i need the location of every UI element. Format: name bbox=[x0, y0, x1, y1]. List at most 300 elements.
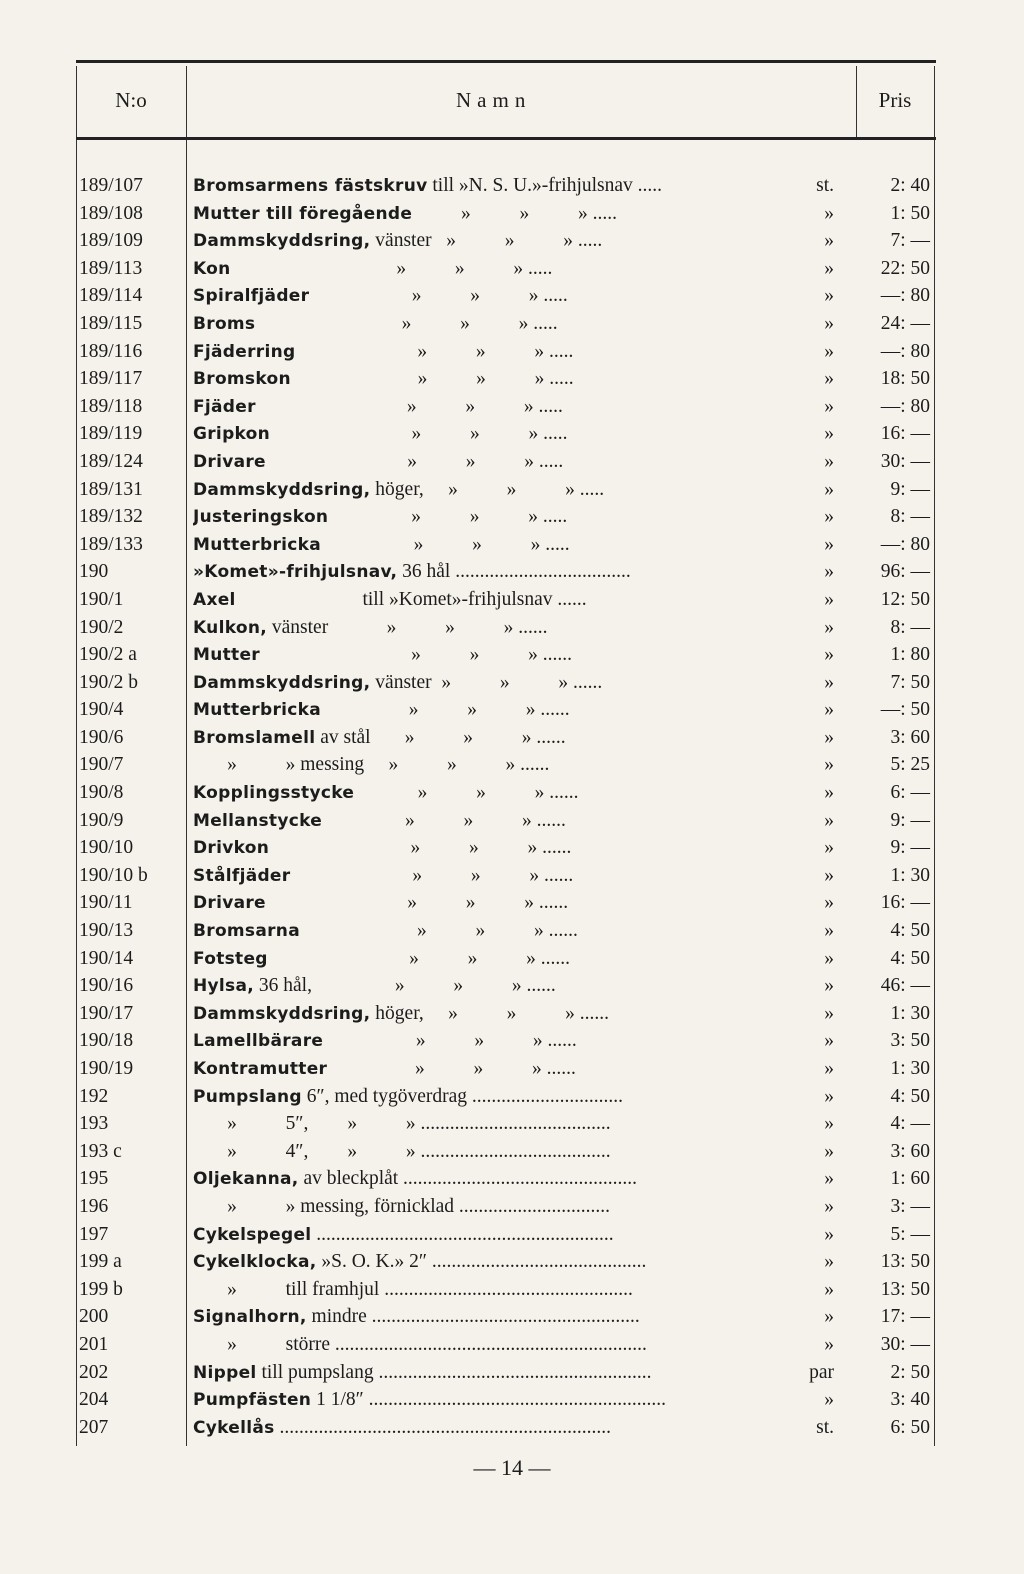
item-number: 190/4 bbox=[79, 699, 124, 721]
item-price: —: 50 bbox=[880, 699, 930, 721]
table-row bbox=[76, 282, 936, 310]
item-name bbox=[193, 1221, 833, 1250]
item-number: 201 bbox=[79, 1333, 109, 1355]
item-name-main: Justeringskon bbox=[193, 507, 329, 528]
item-number: 189/107 bbox=[79, 175, 143, 196]
item-number: 190/13 bbox=[79, 920, 134, 942]
item-number: 190/17 bbox=[79, 1002, 134, 1024]
item-name-main: Kulkon, bbox=[193, 617, 267, 638]
item-number: 190/16 bbox=[79, 975, 134, 997]
item-unit: » bbox=[824, 1140, 834, 1162]
item-name-detail: 1 1/8″ ............................................................. bbox=[311, 1389, 666, 1411]
table-row bbox=[76, 476, 936, 504]
item-unit: » bbox=[824, 478, 834, 500]
header-price: Pris bbox=[878, 88, 912, 112]
item-price: 7: 50 bbox=[890, 671, 930, 693]
item-unit: » bbox=[824, 230, 834, 252]
item-number: 190/6 bbox=[79, 726, 124, 748]
item-unit: » bbox=[824, 312, 834, 334]
item-price: 3: 50 bbox=[890, 1030, 930, 1052]
item-name bbox=[193, 751, 833, 780]
item-number: 197 bbox=[79, 1223, 109, 1245]
item-name bbox=[193, 1276, 833, 1305]
item-name-detail: till »Komet»-frihjulsnav ...... bbox=[235, 588, 587, 610]
item-number: 204 bbox=[79, 1389, 109, 1411]
table-row bbox=[76, 724, 936, 752]
item-name-detail: » större ................................................................ bbox=[193, 1333, 647, 1355]
item-name bbox=[193, 586, 833, 615]
item-unit: » bbox=[824, 671, 834, 693]
item-name-main: Lamellbärare bbox=[193, 1031, 324, 1052]
table-body bbox=[76, 172, 936, 1441]
item-name-main: Mutterbricka bbox=[193, 534, 322, 555]
item-unit: » bbox=[824, 1223, 834, 1245]
item-number: 190/14 bbox=[79, 947, 134, 969]
item-price: 18: 50 bbox=[880, 368, 930, 390]
item-name-main: Mutter bbox=[193, 645, 260, 666]
item-price: 5: — bbox=[890, 1223, 930, 1245]
item-unit: st. bbox=[816, 1416, 834, 1438]
item-number: 199 a bbox=[79, 1251, 122, 1273]
item-name bbox=[193, 1165, 833, 1194]
item-price: 30: — bbox=[880, 1333, 930, 1355]
table-row bbox=[76, 393, 936, 421]
item-name-main: Fjäder bbox=[193, 396, 256, 417]
item-number: 190/2 a bbox=[79, 644, 137, 666]
item-number: 192 bbox=[79, 1085, 109, 1107]
item-name-detail: »S. O. K.» 2″ ............................................ bbox=[316, 1251, 647, 1273]
item-name-detail: höger, » » » ...... bbox=[370, 1002, 610, 1024]
item-number: 196 bbox=[79, 1195, 109, 1217]
item-name-detail: » » » ...... bbox=[322, 809, 566, 831]
item-name-detail: mindre ....................................................... bbox=[306, 1306, 640, 1328]
table-row bbox=[76, 172, 936, 200]
item-name-detail: » » » ..... bbox=[265, 450, 564, 472]
item-name-detail: höger, » » » ..... bbox=[370, 478, 605, 500]
item-unit: » bbox=[824, 202, 834, 224]
item-name-detail: » » » ...... bbox=[321, 699, 570, 721]
item-name-detail: » » » ...... bbox=[327, 1058, 576, 1079]
item-name-detail: .................................................................... bbox=[274, 1416, 611, 1438]
item-name bbox=[193, 889, 833, 918]
item-price: 4: 50 bbox=[890, 947, 930, 969]
item-name bbox=[193, 1055, 833, 1084]
item-unit: » bbox=[824, 1058, 834, 1079]
item-price: 16: — bbox=[880, 892, 930, 914]
table-row bbox=[76, 1138, 936, 1166]
header-number: N:o bbox=[115, 88, 147, 112]
item-name bbox=[193, 862, 833, 891]
item-name-detail: » » » ...... bbox=[299, 920, 578, 942]
item-unit: » bbox=[824, 754, 834, 776]
table-row bbox=[76, 696, 936, 724]
table-row bbox=[76, 1386, 936, 1414]
item-price: 1: 30 bbox=[890, 1058, 930, 1079]
table-row bbox=[76, 1303, 936, 1331]
table-row bbox=[76, 420, 936, 448]
table-row bbox=[76, 448, 936, 476]
item-price: 16: — bbox=[880, 423, 930, 445]
item-name bbox=[193, 614, 833, 643]
item-name-main: Hylsa, bbox=[193, 976, 254, 997]
item-unit: » bbox=[824, 395, 834, 417]
item-unit: » bbox=[824, 809, 834, 831]
item-number: 189/109 bbox=[79, 230, 143, 252]
item-number: 193 c bbox=[79, 1140, 122, 1162]
item-number: 189/133 bbox=[79, 533, 143, 555]
item-name bbox=[193, 558, 833, 587]
table-row bbox=[76, 1359, 936, 1387]
item-unit: » bbox=[824, 368, 834, 390]
item-number: 189/108 bbox=[79, 202, 143, 224]
table-row bbox=[76, 1221, 936, 1249]
item-price: 1: 30 bbox=[890, 864, 930, 886]
item-name-main: Signalhorn, bbox=[193, 1307, 307, 1328]
item-unit: » bbox=[824, 533, 834, 555]
item-name-main: »Komet»-frihjulsnav, bbox=[193, 562, 398, 583]
item-name-detail: » » » ..... bbox=[412, 202, 617, 224]
item-name-main: Fjäderring bbox=[193, 341, 296, 362]
item-number: 190/19 bbox=[79, 1058, 134, 1079]
item-number: 195 bbox=[79, 1168, 109, 1190]
item-number: 190 bbox=[79, 561, 109, 583]
item-price: 46: — bbox=[880, 975, 930, 997]
item-name bbox=[193, 531, 833, 560]
table-row bbox=[76, 751, 936, 779]
item-name-detail: ............................................................. bbox=[311, 1223, 614, 1245]
item-name-detail: vänster » » » ...... bbox=[370, 671, 603, 693]
item-price: 9: — bbox=[890, 809, 930, 831]
item-price: 1: 80 bbox=[890, 644, 930, 666]
item-name bbox=[193, 1110, 833, 1139]
item-number: 189/116 bbox=[79, 340, 143, 362]
item-name-main: Drivare bbox=[193, 451, 266, 472]
item-price: 9: — bbox=[890, 837, 930, 859]
table-row bbox=[76, 614, 936, 642]
item-name bbox=[193, 669, 833, 698]
item-name-main: Pumpfästen bbox=[193, 1390, 312, 1411]
item-number: 189/118 bbox=[79, 395, 143, 417]
item-name-detail: vänster » » » ...... bbox=[267, 616, 548, 638]
item-name-main: Pumpslang bbox=[193, 1086, 302, 1107]
item-number: 190/7 bbox=[79, 754, 124, 776]
table-row bbox=[76, 338, 936, 366]
item-number: 189/113 bbox=[79, 257, 143, 279]
item-price: —: 80 bbox=[880, 285, 930, 307]
item-name bbox=[193, 172, 833, 201]
item-name bbox=[193, 338, 833, 367]
item-name bbox=[193, 393, 833, 422]
item-name bbox=[193, 476, 833, 505]
item-unit: » bbox=[824, 257, 834, 279]
item-number: 189/124 bbox=[79, 450, 143, 472]
item-name-main: Dammskyddsring, bbox=[193, 231, 371, 252]
item-name-detail: » » » ...... bbox=[290, 864, 574, 886]
item-name-main: Kontramutter bbox=[193, 1059, 328, 1079]
item-name bbox=[193, 1083, 833, 1112]
table-row bbox=[76, 641, 936, 669]
table-row bbox=[76, 586, 936, 614]
item-number: 190/8 bbox=[79, 782, 124, 804]
item-unit: » bbox=[824, 947, 834, 969]
item-number: 190/10 b bbox=[79, 864, 148, 886]
item-number: 202 bbox=[79, 1361, 109, 1383]
item-name bbox=[193, 1303, 833, 1332]
item-price: 13: 50 bbox=[880, 1251, 930, 1273]
item-name bbox=[193, 779, 833, 808]
item-name-detail: » » » ..... bbox=[270, 423, 568, 445]
item-name-detail: » » » ..... bbox=[255, 312, 558, 334]
item-name bbox=[193, 1138, 833, 1167]
item-name bbox=[193, 807, 833, 836]
item-name-detail: av stål » » » ...... bbox=[315, 726, 566, 748]
item-name-main: Dammskyddsring, bbox=[193, 1003, 371, 1024]
item-name-main: Cykelklocka, bbox=[193, 1252, 317, 1273]
item-unit: » bbox=[824, 975, 834, 997]
item-unit: » bbox=[824, 1389, 834, 1411]
table-row bbox=[76, 1165, 936, 1193]
item-price: 1: 60 bbox=[890, 1168, 930, 1190]
item-price: 96: — bbox=[880, 561, 930, 583]
item-name bbox=[193, 696, 833, 725]
item-name-main: Fotsteg bbox=[193, 948, 268, 969]
table-row bbox=[76, 862, 936, 890]
item-price: 6: 50 bbox=[890, 1416, 930, 1438]
item-number: 193 bbox=[79, 1113, 109, 1135]
item-unit: » bbox=[824, 699, 834, 721]
item-name bbox=[193, 917, 833, 946]
item-price: 4: 50 bbox=[890, 920, 930, 942]
item-number: 190/18 bbox=[79, 1030, 134, 1052]
table-row bbox=[76, 1276, 936, 1304]
item-number: 200 bbox=[79, 1306, 109, 1328]
table-row bbox=[76, 1000, 936, 1028]
item-name bbox=[193, 834, 833, 863]
item-name-main: Oljekanna, bbox=[193, 1169, 299, 1190]
item-name-main: Bromsarmens fästskruv bbox=[193, 176, 428, 196]
item-number: 190/10 bbox=[79, 837, 134, 859]
item-name-detail: » 5″, » » ....................................... bbox=[193, 1113, 611, 1135]
item-unit: » bbox=[824, 1030, 834, 1052]
item-name-main: Stålfjäder bbox=[193, 865, 291, 886]
table-row bbox=[76, 945, 936, 973]
item-unit: » bbox=[824, 285, 834, 307]
item-name-detail: till »N. S. U.»-frihjulsnav ..... bbox=[427, 175, 663, 196]
item-name bbox=[193, 448, 833, 477]
item-price: 24: — bbox=[880, 312, 930, 334]
item-name-main: Cykellås bbox=[193, 1417, 275, 1438]
item-name bbox=[193, 1331, 833, 1360]
item-number: 189/131 bbox=[79, 478, 143, 500]
item-unit: » bbox=[824, 1168, 834, 1190]
item-unit: » bbox=[824, 423, 834, 445]
item-name-main: Spiralfjäder bbox=[193, 286, 310, 307]
item-name-detail: » » » ..... bbox=[255, 395, 563, 417]
item-number: 189/132 bbox=[79, 506, 143, 528]
item-name-detail: » » » ..... bbox=[290, 368, 574, 390]
item-name-main: Cykelspegel bbox=[193, 1224, 312, 1245]
item-name-detail: 6″, med tygöverdrag ............................... bbox=[301, 1085, 624, 1107]
item-name-main: Kopplingsstycke bbox=[193, 783, 355, 804]
table-row bbox=[76, 227, 936, 255]
header-name: Namn bbox=[456, 88, 532, 112]
item-name-main: Dammskyddsring, bbox=[193, 479, 371, 500]
item-unit: » bbox=[824, 1333, 834, 1355]
item-name-main: Drivkon bbox=[193, 838, 270, 859]
item-name-main: Axel bbox=[193, 589, 236, 610]
table-row bbox=[76, 1414, 936, 1442]
item-name-detail: » » » ...... bbox=[260, 644, 572, 666]
item-unit: » bbox=[824, 726, 834, 748]
item-price: 9: — bbox=[890, 478, 930, 500]
item-name-main: Bromsarna bbox=[193, 921, 300, 942]
item-unit: » bbox=[824, 450, 834, 472]
item-unit: st. bbox=[816, 175, 834, 196]
item-unit: » bbox=[824, 616, 834, 638]
item-price: 7: — bbox=[890, 230, 930, 252]
item-price: 3: — bbox=[890, 1195, 930, 1217]
item-name-detail: » » » ..... bbox=[328, 506, 568, 528]
item-name-detail: » » messing, förnicklad ............................... bbox=[193, 1195, 611, 1217]
table-row bbox=[76, 200, 936, 228]
item-price: 30: — bbox=[880, 450, 930, 472]
item-unit: » bbox=[824, 1251, 834, 1273]
item-number: 207 bbox=[79, 1416, 109, 1438]
item-name-main: Drivare bbox=[193, 893, 266, 914]
item-name-detail: » till framhjul ................................................... bbox=[193, 1278, 633, 1300]
item-name-detail: av bleckplåt ................................................ bbox=[298, 1168, 638, 1190]
page-number: — 14 — bbox=[473, 1455, 551, 1480]
item-name-detail: » » » ...... bbox=[265, 892, 569, 914]
item-name-detail: till pumpslang ........................................................ bbox=[256, 1361, 652, 1383]
item-price: 8: — bbox=[890, 616, 930, 638]
item-name-main: Gripkon bbox=[193, 424, 271, 445]
item-number: 189/117 bbox=[79, 368, 143, 390]
table-row bbox=[76, 1083, 936, 1111]
item-number: 190/1 bbox=[79, 588, 124, 610]
item-name-detail: » 4″, » » ....................................... bbox=[193, 1140, 611, 1162]
item-unit: » bbox=[824, 644, 834, 666]
item-unit: » bbox=[824, 1002, 834, 1024]
item-name-detail: 36 hål, » » » ...... bbox=[254, 975, 556, 997]
item-number: 189/119 bbox=[79, 423, 143, 445]
table-top-rule bbox=[76, 60, 936, 63]
table-row bbox=[76, 807, 936, 835]
item-price: 1: 50 bbox=[890, 202, 930, 224]
item-name-detail: » » » ..... bbox=[230, 257, 553, 279]
item-name-detail: » » » ..... bbox=[321, 533, 570, 555]
item-unit: » bbox=[824, 837, 834, 859]
item-name bbox=[193, 945, 833, 974]
item-name-main: Broms bbox=[193, 313, 256, 334]
table-row bbox=[76, 1331, 936, 1359]
item-name bbox=[193, 227, 833, 256]
item-unit: » bbox=[824, 1278, 834, 1300]
item-price: 6: — bbox=[890, 782, 930, 804]
item-name bbox=[193, 1027, 833, 1056]
item-number: 189/115 bbox=[79, 312, 143, 334]
item-name-main: Dammskyddsring, bbox=[193, 672, 371, 693]
item-name-detail: » » » ...... bbox=[323, 1030, 577, 1052]
table-row bbox=[76, 365, 936, 393]
item-price: 17: — bbox=[880, 1306, 930, 1328]
item-name bbox=[193, 503, 833, 532]
item-name-detail: » » » ...... bbox=[269, 837, 572, 859]
item-price: 4: — bbox=[890, 1113, 930, 1135]
table-row bbox=[76, 917, 936, 945]
item-name-detail: » » » ..... bbox=[309, 285, 568, 307]
item-unit: » bbox=[824, 864, 834, 886]
item-name bbox=[193, 972, 833, 1001]
item-price: 3: 40 bbox=[890, 1389, 930, 1411]
item-price: 4: 50 bbox=[890, 1085, 930, 1107]
item-unit: » bbox=[824, 1113, 834, 1135]
item-name bbox=[193, 365, 833, 394]
item-price: —: 80 bbox=[880, 533, 930, 555]
header-bottom-rule bbox=[76, 137, 936, 140]
item-name-detail: » » messing » » » ...... bbox=[193, 754, 550, 776]
item-price: 12: 50 bbox=[880, 588, 930, 610]
item-name-main: Mutter till föregående bbox=[193, 203, 413, 224]
item-price: 8: — bbox=[890, 506, 930, 528]
item-name bbox=[193, 1359, 833, 1388]
item-unit: par bbox=[809, 1361, 834, 1383]
table-row bbox=[76, 310, 936, 338]
item-unit: » bbox=[824, 561, 834, 583]
item-name-detail: vänster » » » ..... bbox=[370, 230, 603, 252]
item-unit: » bbox=[824, 588, 834, 610]
item-unit: » bbox=[824, 892, 834, 914]
table-row bbox=[76, 531, 936, 559]
item-price: 2: 50 bbox=[890, 1361, 930, 1383]
table-row bbox=[76, 779, 936, 807]
item-price: 1: 30 bbox=[890, 1002, 930, 1024]
table-row bbox=[76, 255, 936, 283]
item-price: 2: 40 bbox=[890, 175, 930, 196]
item-name bbox=[193, 310, 833, 339]
item-name-main: Mutterbricka bbox=[193, 700, 322, 721]
table-row bbox=[76, 889, 936, 917]
item-unit: » bbox=[824, 920, 834, 942]
item-name bbox=[193, 255, 833, 284]
item-name bbox=[193, 1000, 833, 1029]
item-price: 22: 50 bbox=[880, 257, 930, 279]
item-name bbox=[193, 1386, 833, 1415]
item-name-main: Bromslamell bbox=[193, 727, 316, 748]
item-name bbox=[193, 282, 833, 311]
table-row bbox=[76, 558, 936, 586]
item-price: 3: 60 bbox=[890, 1140, 930, 1162]
item-number: 190/9 bbox=[79, 809, 124, 831]
item-name-detail: » » » ...... bbox=[267, 947, 571, 969]
item-name bbox=[193, 1193, 833, 1222]
item-price: 5: 25 bbox=[890, 754, 930, 776]
item-unit: » bbox=[824, 506, 834, 528]
table-row bbox=[76, 503, 936, 531]
item-name-detail: » » » ...... bbox=[354, 782, 579, 804]
item-name bbox=[193, 420, 833, 449]
item-name bbox=[193, 1248, 833, 1277]
item-unit: » bbox=[824, 340, 834, 362]
item-number: 189/114 bbox=[79, 285, 143, 307]
item-name-main: Mellanstycke bbox=[193, 810, 323, 831]
item-name-main: Nippel bbox=[193, 1362, 257, 1383]
item-number: 190/2 b bbox=[79, 671, 139, 693]
table-row bbox=[76, 1248, 936, 1276]
item-name bbox=[193, 200, 833, 229]
item-price: 3: 60 bbox=[890, 726, 930, 748]
item-price: 13: 50 bbox=[880, 1278, 930, 1300]
